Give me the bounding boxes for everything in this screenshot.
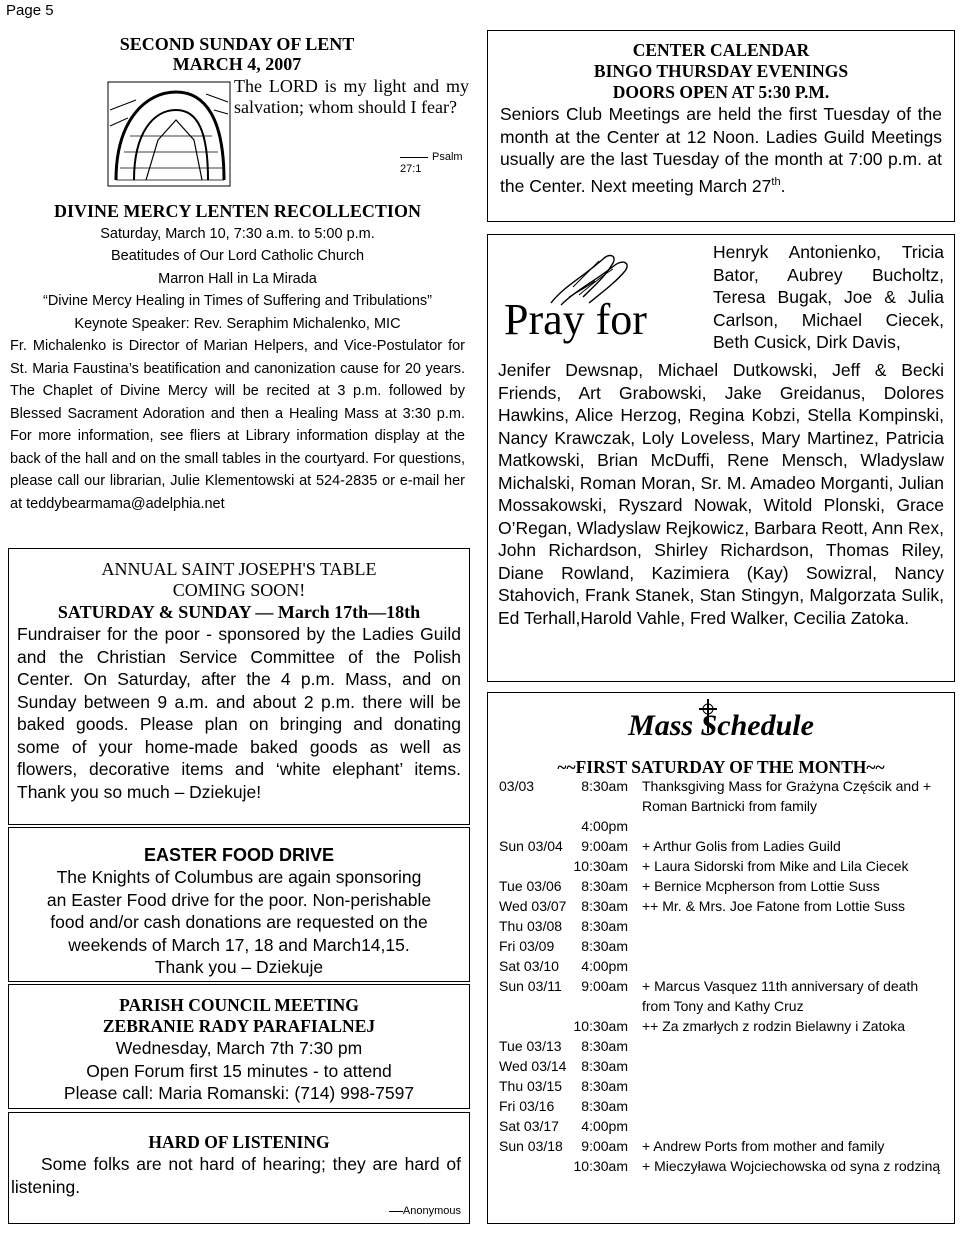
council-title2: ZEBRANIE RADY PARAFIALNEJ xyxy=(102,1016,376,1036)
mass-row-time: 9:00am xyxy=(581,838,628,854)
council-title1: PARISH COUNCIL MEETING xyxy=(119,995,359,1015)
joseph-table-box xyxy=(8,548,470,825)
mass-row-day: 03/03 xyxy=(499,778,535,794)
listening-attribution-text: Anonymous xyxy=(402,1205,461,1217)
calendar-body-end: . xyxy=(780,175,786,196)
mass-row-time: 8:30am xyxy=(581,1098,628,1114)
easter-line2: an Easter Food drive for the poor. Non-perishable xyxy=(46,889,432,910)
mass-row-time: 8:30am xyxy=(581,878,628,894)
recollection-hall: Marron Hall in La Mirada xyxy=(158,270,317,287)
easter-title: EASTER FOOD DRIVE xyxy=(143,845,335,865)
mass-row-day: Sat 03/10 xyxy=(499,958,559,974)
calendar-body-text: Seniors Club Meetings are held the first Tuesday of the month at the Center at 12 Noon. Ladies Guild Meetings usually are the last Tuesday of the month at 7:00 p.m. at the Center. Next meeting March 27 xyxy=(500,104,942,196)
mass-row-intention: + Laura Sidorski from Mike and Lila Ciecek xyxy=(642,858,909,874)
listening-title: HARD OF LISTENING xyxy=(148,1132,330,1152)
mass-row-intention: + Arthur Golis from Ladies Guild xyxy=(642,838,841,854)
calendar-title3: DOORS OPEN AT 5:30 P.M. xyxy=(612,82,830,102)
pray-names-top: Henryk Antonienko, Tricia Bator, Aubrey Bucholtz, Teresa Bugak, Joe & Julia Carlson, Michael Ciecek, Beth Cusick, Dirk Davis, xyxy=(713,242,944,352)
mass-row-intention: + Bernice Mcpherson from Lottie Suss xyxy=(642,878,880,894)
mass-row-time: 8:30am xyxy=(581,778,628,794)
mass-row-intention: + Mieczyława Wojciechowska od syna z rodziną xyxy=(642,1158,941,1174)
mass-row-time: 8:30am xyxy=(581,1038,628,1054)
mass-row-time: 8:30am xyxy=(581,1078,628,1094)
mass-row-time: 4:00pm xyxy=(581,1118,628,1134)
joseph-title1: ANNUAL SAINT JOSEPH'S TABLE xyxy=(101,559,377,579)
mass-row-time: 10:30am xyxy=(573,1018,628,1034)
mass-row-intention: + Andrew Ports from mother and family xyxy=(642,1138,885,1154)
listening-body: Some folks are not hard of hearing; they are hard of listening. xyxy=(11,1154,461,1197)
mass-row-day: Tue 03/06 xyxy=(499,878,562,894)
mass-row-time: 8:30am xyxy=(581,938,628,954)
mass-row-time: 4:00pm xyxy=(581,818,628,834)
mass-row-day: Sat 03/17 xyxy=(499,1118,559,1134)
council-line2: Open Forum first 15 minutes - to attend xyxy=(86,1060,392,1081)
mass-row-time: 4:00pm xyxy=(581,958,628,974)
center-calendar-box xyxy=(487,30,955,222)
mass-row-time: 8:30am xyxy=(581,918,628,934)
mass-row-day: Sun 03/18 xyxy=(499,1138,563,1154)
easter-line1: The Knights of Columbus are again sponsoring xyxy=(56,867,422,887)
mass-row-day: Tue 03/13 xyxy=(499,1038,562,1054)
pray-for-heading: Pray for xyxy=(504,295,647,344)
calendar-title1: CENTER CALENDAR xyxy=(632,40,810,60)
mass-row-day: Sun 03/04 xyxy=(499,838,563,854)
recollection-article xyxy=(10,200,465,515)
council-line1: Wednesday, March 7th 7:30 pm xyxy=(115,1038,363,1058)
calendar-title2: BINGO THURSDAY EVENINGS xyxy=(593,61,849,81)
pray-names-rest: Jenifer Dewsnap, Michael Dutkowski, Jeff & Becki Friends, Art Grabowski, Jake Greidanus, Dolores Hawkins, Alice Herzog, Regina Kobzi, Stella Kompinski, Nancy Krawczak, Loly Loveless, Mary Martinez, Patricia Matkowski, Brian McDuffi, Rene Mensch, Wladyslaw Michalski, Roman Moran, Sr. M. Amadeo Morganti, Julian Mossakowski, Ryszard Nowak, Witold Plonski, Grace O’Regan, Wladyslaw Rejkowicz, Barbara Reott, Ann Rex, John Richardson, Shirley Richardson, Thomas Riley, Diane Rowland, Kazimiera (Kay) Sowizral, Nancy Stahovich, Frank Stanek, Stan Stingyn, Malgorzata Sulik, Ed Terhall,Harold Vahle, Fred Walker, Cecilia Zatoka. xyxy=(498,360,944,628)
easter-line5: Thank you – Dziekuje xyxy=(154,957,324,977)
mass-row-time: 8:30am xyxy=(581,898,628,914)
mass-row-day: Thu 03/15 xyxy=(499,1078,563,1094)
mass-row-time: 9:00am xyxy=(581,1138,628,1154)
joseph-body: Fundraiser for the poor - sponsored by the Ladies Guild and the Christian Service Committee of the Polish Center. On Saturday, after the 4 p.m. Mass, and on Sunday between 9 a.m. and about 2 p.m. there will be baked goods. Please plan on bringing and donating some of your home-made baked goods as well as flowers, decorative items and ‘white elephant’ items. Thank you so much – Dziekuje! xyxy=(17,624,461,802)
lent-heading-line2: MARCH 4, 2007 xyxy=(172,54,302,74)
parish-council-box xyxy=(8,984,470,1109)
joseph-title2: COMING SOON! xyxy=(172,580,306,600)
hard-of-listening-box xyxy=(8,1112,470,1224)
pray-for-box xyxy=(487,234,955,682)
recollection-date: Saturday, March 10, 7:30 a.m. to 5:00 p.m. xyxy=(100,225,375,242)
easter-line3: food and/or cash donations are requested on the xyxy=(50,912,428,932)
mass-row-intention: ++ Mr. & Mrs. Joe Fatone from Lottie Suss xyxy=(642,898,905,914)
mass-row-day: Fri 03/09 xyxy=(499,938,555,954)
mass-row-time: 10:30am xyxy=(573,1158,628,1174)
mass-row-time: 10:30am xyxy=(573,858,628,874)
mass-row-day: Fri 03/16 xyxy=(499,1098,555,1114)
psalm-quote: The LORD is my light and my salvation; whom should I fear? xyxy=(234,76,469,117)
calendar-body-sup: th xyxy=(771,175,781,188)
mass-row-day: Thu 03/08 xyxy=(499,918,563,934)
recollection-venue: Beatitudes of Our Lord Catholic Church xyxy=(110,248,365,264)
recollection-theme: “Divine Mercy Healing in Times of Suffering and Tribulations” xyxy=(43,293,432,309)
bridge-illustration xyxy=(106,80,232,188)
recollection-title: DIVINE MERCY LENTEN RECOLLECTION xyxy=(54,201,421,221)
mass-schedule-heading-text: Mass Schedule xyxy=(628,709,814,742)
mass-subheading: ~~FIRST SATURDAY OF THE MONTH~~ xyxy=(557,757,885,777)
mass-schedule-heading xyxy=(488,709,954,743)
psalm-reference: Psalm 27:1 xyxy=(400,151,470,175)
lent-heading-line1: SECOND SUNDAY OF LENT xyxy=(119,34,355,54)
calendar-body xyxy=(500,103,942,197)
mass-row-time: 9:00am xyxy=(581,978,628,994)
lent-heading xyxy=(107,34,367,74)
easter-line4: weekends of March 17, 18 and March14,15. xyxy=(68,934,410,955)
mass-row-day: Wed 03/07 xyxy=(499,898,567,914)
pray-for-graphic xyxy=(498,241,703,359)
easter-drive-box xyxy=(8,827,470,982)
mass-row-day: Wed 03/14 xyxy=(499,1058,567,1074)
mass-row-time: 8:30am xyxy=(581,1058,628,1074)
mass-row-intention: ++ Za zmarłych z rodzin Bielawny i Zatoka xyxy=(642,1018,905,1034)
page-number: Page 5 xyxy=(6,2,54,19)
listening-attribution xyxy=(389,1205,461,1217)
recollection-speaker: Keynote Speaker: Rev. Seraphim Michalenko, MIC xyxy=(74,315,401,332)
mass-row-intention: Thanksgiving Mass for Grażyna Częścik and + Roman Bartnicki from family xyxy=(642,778,932,814)
mass-row-intention: + Marcus Vasquez 11th anniversary of death from Tony and Kathy Cruz xyxy=(642,978,919,1014)
council-line3: Please call: Maria Romanski: (714) 998-7597 xyxy=(63,1083,415,1103)
cross-icon xyxy=(696,697,720,735)
recollection-body: Fr. Michalenko is Director of Marian Helpers, and Vice-Postulator for St. Maria Faustina’s beatification and canonization cause for 20 years. The Chaplet of Divine Mercy will be recited at 3 p.m. followed by Blessed Sacrament Adoration and then a Healing Mass at 3:30 p.m. For more information, see fliers at Library information display at the back of the hall and on the small tables in the courtyard. For questions, please call our librarian, Julie Klementowski at 524-2835 or e-mail her at teddybearmama@adelphia.net xyxy=(10,338,465,512)
joseph-dates: SATURDAY & SUNDAY — March 17th—18th xyxy=(57,602,421,622)
mass-row-day: Sun 03/11 xyxy=(499,978,562,994)
